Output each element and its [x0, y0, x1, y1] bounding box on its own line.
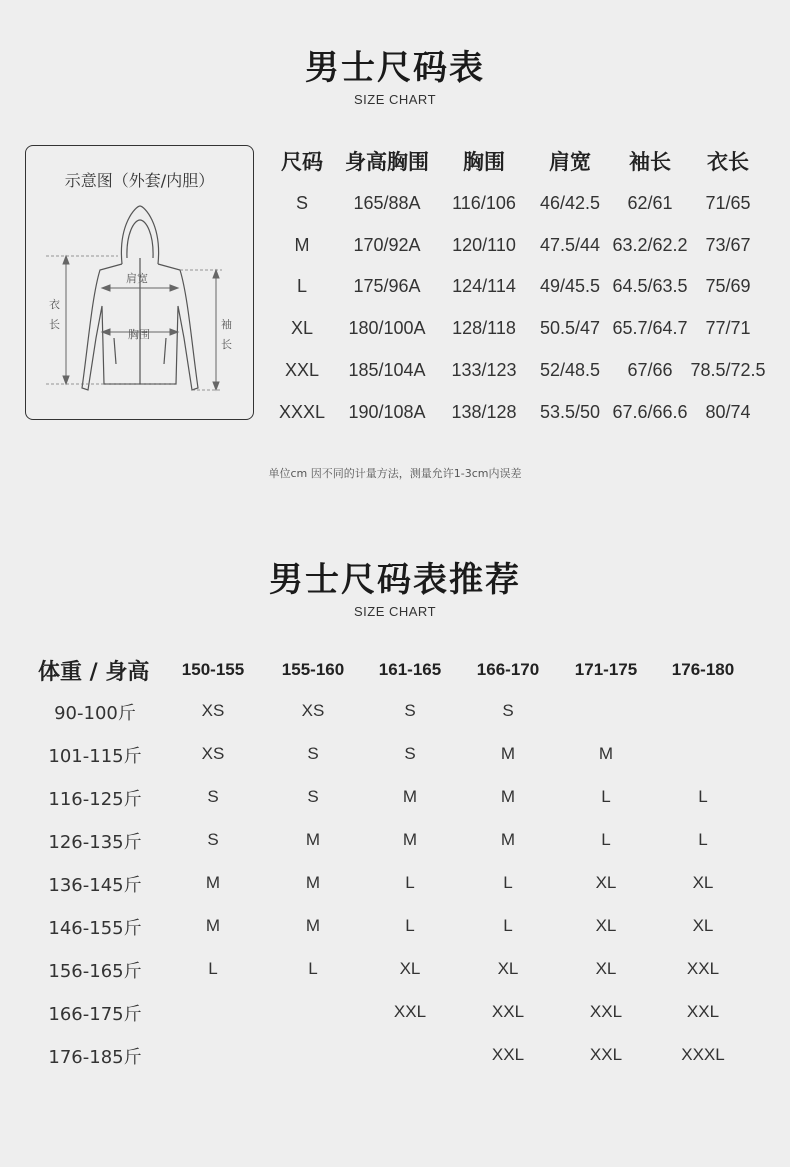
size-table-cell: 73/67: [705, 234, 751, 255]
recommendation-size-cell: XXXL: [681, 1045, 725, 1064]
recommendation-size-cell: XXL: [491, 1045, 525, 1064]
recommendation-size-cell: XL: [595, 873, 617, 892]
recommendation-size-cell: M: [598, 744, 614, 763]
size-table-cell: 63.2/62.2: [612, 234, 688, 255]
recommendation-height-header: 171-175: [574, 660, 638, 679]
size-table-cell: 124/114: [452, 276, 516, 297]
size-table-cell: 49/45.5: [539, 276, 601, 297]
size-table-cell: 170/92A: [353, 234, 421, 255]
recommendation-height-header: 176-180: [671, 660, 735, 679]
recommendation-size-cell: L: [601, 830, 611, 849]
recommendation-size-cell: L: [503, 916, 513, 935]
recommendation-size-cell: M: [500, 787, 516, 806]
size-table-cell: 138/128: [451, 401, 517, 422]
size-table-cell: M: [294, 234, 310, 255]
recommendation-size-cell: XXL: [686, 959, 720, 978]
recommendation-size-cell: S: [307, 787, 319, 806]
recommendation-size-cell: XXL: [589, 1045, 623, 1064]
diagram-caption: 示意图（外套/内胆）: [64, 171, 215, 190]
recommendation-size-cell: S: [207, 830, 219, 849]
recommendation-size-cell: S: [502, 701, 514, 720]
recommendation-size-cell: XXL: [589, 1002, 623, 1021]
size-table-cell: 120/110: [452, 234, 516, 255]
recommendation-size-cell: M: [305, 916, 321, 935]
size-table-cell: 133/123: [451, 359, 517, 380]
recommendation-size-cell: S: [404, 701, 416, 720]
recommendation-subtitle: SIZE CHART: [353, 604, 437, 619]
size-table-cell: 116/106: [452, 193, 516, 213]
recommendation-weight-label: 126-135斤: [48, 832, 142, 853]
size-chart-subtitle: SIZE CHART: [353, 92, 437, 107]
recommendation-size-cell: S: [207, 787, 219, 806]
recommendation-size-cell: XS: [201, 701, 225, 720]
recommendation-size-cell: L: [308, 959, 318, 978]
size-table-cell: 62/61: [627, 193, 673, 213]
recommendation-weight-label: 176-185斤: [48, 1047, 142, 1068]
recommendation-weight-label: 136-145斤: [48, 875, 142, 896]
recommendation-size-cell: M: [205, 873, 221, 892]
size-table-cell: 180/100A: [348, 318, 426, 339]
recommendation-size-cell: M: [402, 787, 418, 806]
sleeve-label-2: 长: [221, 338, 232, 351]
recommendation-size-cell: L: [601, 787, 611, 806]
size-table-cell: 46/42.5: [539, 193, 601, 213]
size-table-cell: XXXL: [278, 401, 326, 422]
recommendation-weight-label: 90-100斤: [54, 703, 136, 724]
recommendation-height-header: 155-160: [281, 660, 345, 679]
size-table-header: 肩宽: [549, 150, 591, 174]
recommendation-size-cell: XL: [399, 959, 421, 978]
size-table-cell: 67.6/66.6: [612, 401, 688, 422]
recommendation-title: 男士尺码表推荐: [269, 560, 521, 600]
recommendation-weight-label: 146-155斤: [48, 918, 142, 939]
size-table-cell: 71/65: [705, 193, 751, 213]
recommendation-height-header: 150-155: [181, 660, 245, 679]
size-table-header: 袖长: [629, 150, 671, 174]
recommendation-weight-label: 116-125斤: [48, 789, 142, 810]
size-table-header: 胸围: [463, 150, 505, 174]
size-table-cell: XXL: [284, 359, 320, 380]
recommendation-corner-label: 体重 / 身高: [38, 660, 150, 685]
recommendation-size-cell: L: [208, 959, 218, 978]
recommendation-height-header: 166-170: [476, 660, 540, 679]
length-label-1: 衣: [49, 298, 60, 311]
recommendation-size-cell: XL: [595, 916, 617, 935]
recommendation-size-cell: M: [205, 916, 221, 935]
recommendation-size-cell: L: [503, 873, 513, 892]
size-table-cell: 80/74: [705, 401, 751, 422]
size-table-cell: 67/66: [627, 359, 673, 380]
size-table-cell: XL: [290, 318, 314, 339]
size-table-cell: L: [296, 276, 307, 297]
measurement-note: 单位cm 因不同的计量方法，测量允许1-3cm内误差: [268, 467, 522, 480]
size-table-cell: 47.5/44: [539, 234, 601, 255]
right-pocket: [164, 338, 166, 364]
shoulder-label: 肩宽: [126, 272, 148, 285]
size-chart-title: 男士尺码表: [305, 48, 485, 88]
size-table-cell: 53.5/50: [539, 401, 601, 422]
size-table-cell: S: [295, 193, 308, 213]
chest-label: 胸围: [128, 328, 150, 341]
size-table-header: 尺码: [281, 150, 323, 174]
jacket-diagram: [25, 145, 254, 420]
recommendation-size-cell: XXL: [686, 1002, 720, 1021]
recommendation-size-cell: M: [500, 830, 516, 849]
hood-opening: [127, 220, 153, 258]
size-table-cell: 185/104A: [348, 359, 426, 380]
size-table-cell: 75/69: [705, 276, 751, 297]
recommendation-weight-label: 166-175斤: [48, 1004, 142, 1025]
recommendation-size-cell: M: [402, 830, 418, 849]
recommendation-size-cell: S: [307, 744, 319, 763]
recommendation-size-cell: XL: [497, 959, 519, 978]
recommendation-height-header: 161-165: [378, 660, 442, 679]
recommendation-size-cell: XL: [692, 916, 714, 935]
recommendation-size-cell: L: [405, 916, 415, 935]
recommendation-size-cell: L: [698, 787, 708, 806]
recommendation-size-cell: L: [405, 873, 415, 892]
size-table-cell: 128/118: [452, 318, 516, 339]
length-label-2: 长: [49, 318, 60, 331]
recommendation-size-cell: XL: [595, 959, 617, 978]
recommendation-size-cell: M: [500, 744, 516, 763]
recommendation-weight-label: 156-165斤: [48, 961, 142, 982]
size-table-cell: 64.5/63.5: [612, 276, 688, 297]
size-table-header: 衣长: [707, 150, 749, 174]
size-table-cell: 165/88A: [353, 193, 421, 213]
size-table-cell: 190/108A: [348, 401, 426, 422]
sleeve-label-1: 袖: [221, 318, 232, 331]
size-table-cell: 65.7/64.7: [612, 318, 688, 339]
size-table-cell: 175/96A: [353, 276, 421, 297]
recommendation-size-cell: XXL: [393, 1002, 427, 1021]
recommendation-size-cell: S: [404, 744, 416, 763]
recommendation-size-cell: XS: [201, 744, 225, 763]
recommendation-weight-label: 101-115斤: [48, 746, 142, 767]
size-table-cell: 78.5/72.5: [690, 359, 766, 380]
recommendation-size-cell: XXL: [491, 1002, 525, 1021]
recommendation-size-cell: M: [305, 873, 321, 892]
recommendation-size-cell: L: [698, 830, 708, 849]
left-pocket: [114, 338, 116, 364]
recommendation-size-cell: XS: [301, 701, 325, 720]
size-table-cell: 52/48.5: [539, 359, 601, 380]
recommendation-size-cell: XL: [692, 873, 714, 892]
size-table-cell: 77/71: [705, 318, 751, 339]
size-table-header: 身高胸围: [345, 150, 429, 174]
size-table-cell: 50.5/47: [539, 318, 601, 339]
recommendation-size-cell: M: [305, 830, 321, 849]
